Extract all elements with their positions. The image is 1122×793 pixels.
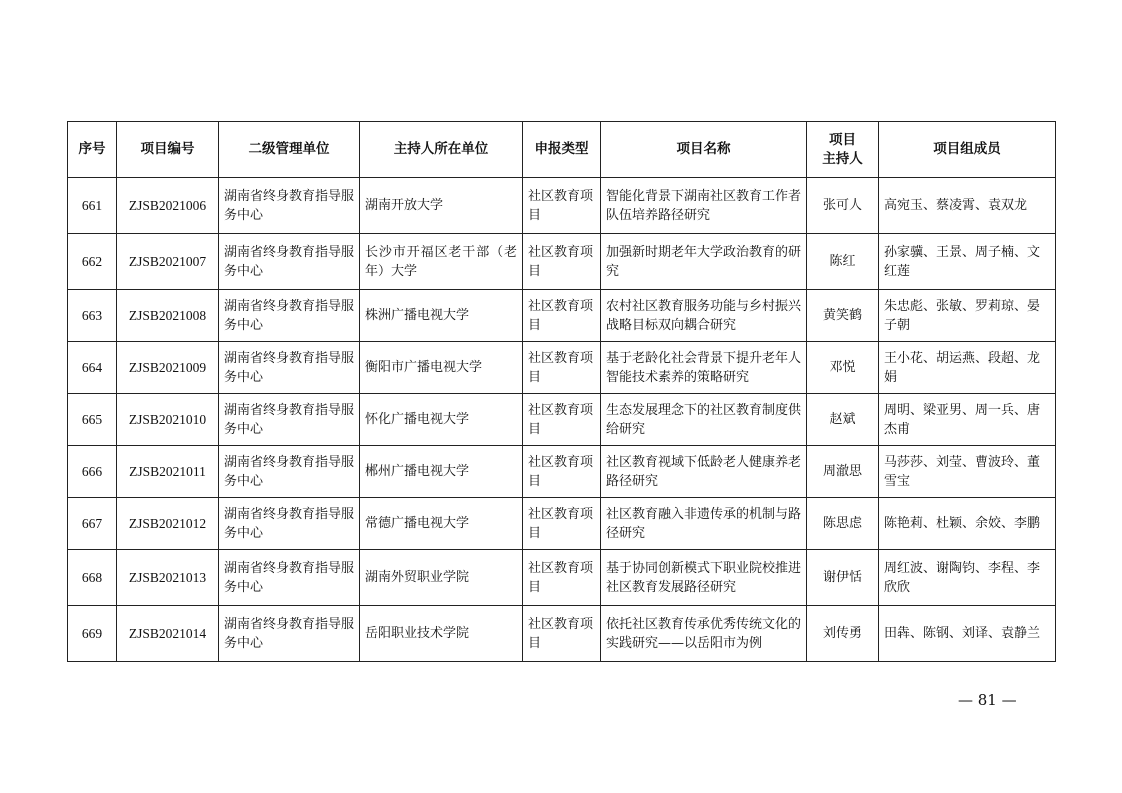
table-row xyxy=(68,394,1056,446)
cell-unit: 湖南省终身教育指导服务中心 xyxy=(219,342,360,394)
cell-type: 社区教育项目 xyxy=(523,290,601,342)
cell-unit: 湖南省终身教育指导服务中心 xyxy=(219,446,360,498)
cell-code: ZJSB2021008 xyxy=(117,290,219,342)
cell-host: 张可人 xyxy=(807,178,879,234)
cell-host-unit: 湖南开放大学 xyxy=(360,178,523,234)
cell-name: 农村社区教育服务功能与乡村振兴战略目标双向耦合研究 xyxy=(601,290,807,342)
cell-members: 高宛玉、蔡凌霄、袁双龙 xyxy=(879,178,1056,234)
cell-type: 社区教育项目 xyxy=(523,550,601,606)
cell-code: ZJSB2021011 xyxy=(117,446,219,498)
cell-name: 加强新时期老年大学政治教育的研究 xyxy=(601,234,807,290)
cell-seq: 663 xyxy=(68,290,117,342)
page-number: — 81 — xyxy=(958,691,1017,709)
cell-members: 马莎莎、刘莹、曹波玲、董雪宝 xyxy=(879,446,1056,498)
cell-host: 黄笑鹤 xyxy=(807,290,879,342)
cell-members: 周明、梁亚男、周一兵、唐杰甫 xyxy=(879,394,1056,446)
cell-unit: 湖南省终身教育指导服务中心 xyxy=(219,290,360,342)
header-unit: 二级管理单位 xyxy=(219,122,360,178)
cell-members: 陈艳莉、杜颖、余姣、李鹏 xyxy=(879,498,1056,550)
cell-host: 赵斌 xyxy=(807,394,879,446)
cell-seq: 667 xyxy=(68,498,117,550)
cell-name: 社区教育视域下低龄老人健康养老路径研究 xyxy=(601,446,807,498)
cell-members: 周红波、谢陶钧、李程、李欣欣 xyxy=(879,550,1056,606)
table-row xyxy=(68,178,1056,234)
table-row xyxy=(68,550,1056,606)
header-type: 申报类型 xyxy=(523,122,601,178)
cell-code: ZJSB2021010 xyxy=(117,394,219,446)
cell-host-unit: 株洲广播电视大学 xyxy=(360,290,523,342)
table-row xyxy=(68,606,1056,662)
cell-host: 刘传勇 xyxy=(807,606,879,662)
table-row xyxy=(68,234,1056,290)
cell-host-unit: 怀化广播电视大学 xyxy=(360,394,523,446)
table-row xyxy=(68,290,1056,342)
cell-seq: 661 xyxy=(68,178,117,234)
header-row xyxy=(68,122,1056,178)
cell-type: 社区教育项目 xyxy=(523,606,601,662)
table-row xyxy=(68,342,1056,394)
cell-unit: 湖南省终身教育指导服务中心 xyxy=(219,550,360,606)
cell-host-unit: 衡阳市广播电视大学 xyxy=(360,342,523,394)
cell-name: 生态发展理念下的社区教育制度供给研究 xyxy=(601,394,807,446)
cell-name: 社区教育融入非遗传承的机制与路径研究 xyxy=(601,498,807,550)
cell-code: ZJSB2021006 xyxy=(117,178,219,234)
cell-seq: 664 xyxy=(68,342,117,394)
cell-host-unit: 常德广播电视大学 xyxy=(360,498,523,550)
cell-unit: 湖南省终身教育指导服务中心 xyxy=(219,394,360,446)
cell-unit: 湖南省终身教育指导服务中心 xyxy=(219,234,360,290)
cell-type: 社区教育项目 xyxy=(523,394,601,446)
cell-code: ZJSB2021013 xyxy=(117,550,219,606)
cell-name: 智能化背景下湖南社区教育工作者队伍培养路径研究 xyxy=(601,178,807,234)
cell-host: 陈思虑 xyxy=(807,498,879,550)
header-host: 项目 主持人 xyxy=(807,122,879,178)
cell-seq: 668 xyxy=(68,550,117,606)
cell-host: 邓悦 xyxy=(807,342,879,394)
cell-host-unit: 郴州广播电视大学 xyxy=(360,446,523,498)
cell-type: 社区教育项目 xyxy=(523,342,601,394)
project-table xyxy=(67,121,1056,662)
cell-members: 孙家骥、王景、周子楠、文红莲 xyxy=(879,234,1056,290)
table-row xyxy=(68,498,1056,550)
cell-host-unit: 湖南外贸职业学院 xyxy=(360,550,523,606)
cell-unit: 湖南省终身教育指导服务中心 xyxy=(219,178,360,234)
cell-host: 陈红 xyxy=(807,234,879,290)
header-host-unit: 主持人所在单位 xyxy=(360,122,523,178)
cell-name: 基于老龄化社会背景下提升老年人智能技术素养的策略研究 xyxy=(601,342,807,394)
header-seq: 序号 xyxy=(68,122,117,178)
cell-name: 依托社区教育传承优秀传统文化的实践研究——以岳阳市为例 xyxy=(601,606,807,662)
cell-name: 基于协同创新模式下职业院校推进社区教育发展路径研究 xyxy=(601,550,807,606)
cell-host-unit: 岳阳职业技术学院 xyxy=(360,606,523,662)
cell-host: 谢伊恬 xyxy=(807,550,879,606)
cell-seq: 669 xyxy=(68,606,117,662)
cell-seq: 665 xyxy=(68,394,117,446)
cell-unit: 湖南省终身教育指导服务中心 xyxy=(219,498,360,550)
cell-seq: 662 xyxy=(68,234,117,290)
header-name: 项目名称 xyxy=(601,122,807,178)
cell-type: 社区教育项目 xyxy=(523,178,601,234)
cell-host: 周澈思 xyxy=(807,446,879,498)
cell-code: ZJSB2021012 xyxy=(117,498,219,550)
header-members: 项目组成员 xyxy=(879,122,1056,178)
cell-unit: 湖南省终身教育指导服务中心 xyxy=(219,606,360,662)
cell-type: 社区教育项目 xyxy=(523,498,601,550)
header-code: 项目编号 xyxy=(117,122,219,178)
cell-members: 田犇、陈钢、刘译、袁静兰 xyxy=(879,606,1056,662)
cell-host-unit: 长沙市开福区老干部（老年）大学 xyxy=(360,234,523,290)
cell-type: 社区教育项目 xyxy=(523,446,601,498)
cell-members: 王小花、胡运燕、段超、龙娟 xyxy=(879,342,1056,394)
cell-code: ZJSB2021009 xyxy=(117,342,219,394)
cell-seq: 666 xyxy=(68,446,117,498)
cell-code: ZJSB2021014 xyxy=(117,606,219,662)
table-row xyxy=(68,446,1056,498)
cell-members: 朱忠彪、张敏、罗莉琼、晏子朝 xyxy=(879,290,1056,342)
cell-type: 社区教育项目 xyxy=(523,234,601,290)
cell-code: ZJSB2021007 xyxy=(117,234,219,290)
